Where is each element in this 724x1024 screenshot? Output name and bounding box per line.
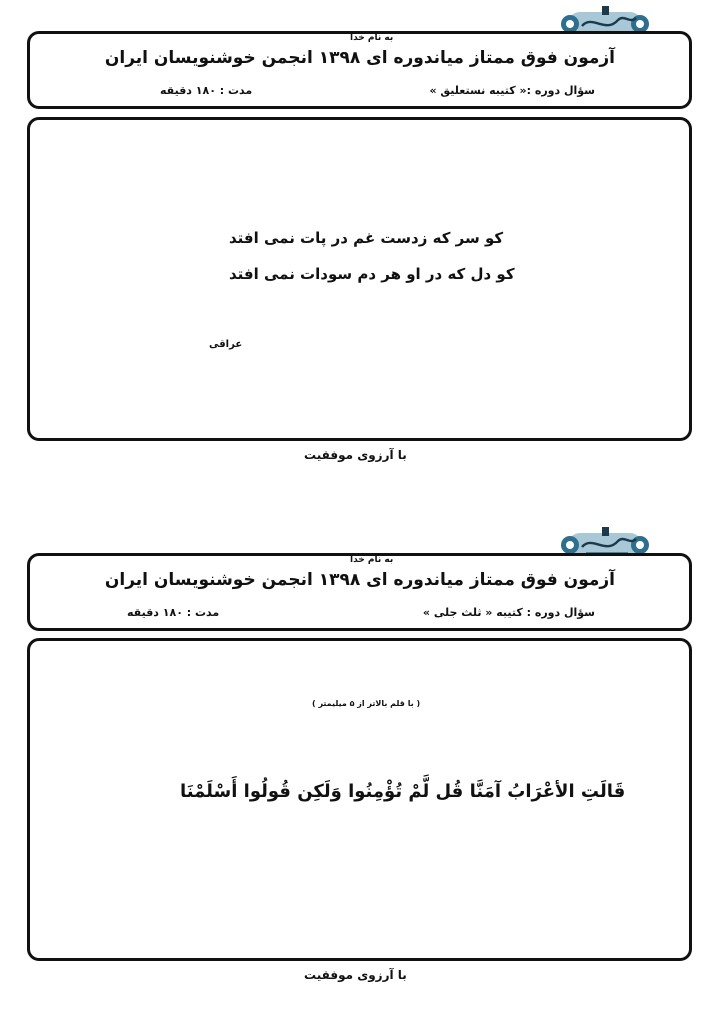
duration-text: مدت : ۱۸۰ دقیقه bbox=[127, 606, 220, 619]
verse-line-1: کو سر که زدست غم در پات نمی افتد bbox=[229, 229, 504, 247]
closing-wish: با آرزوی موفقیت bbox=[304, 448, 407, 462]
exam-title: آزمون فوق ممتاز میاندوره ای ۱۳۹۸ انجمن خوشنویسان ایران bbox=[104, 570, 615, 590]
poet-name: عراقی bbox=[209, 339, 243, 350]
bismillah-text: به نام خدا bbox=[350, 555, 394, 565]
question-label: سؤال دوره : کتیبه « ثلث جلی » bbox=[422, 606, 595, 619]
bismillah-text: به نام خدا bbox=[350, 33, 394, 43]
exam-content-box bbox=[27, 638, 692, 961]
verse-line-2: کو دل که در او هر دم سودات نمی افتد bbox=[229, 265, 515, 283]
exam-header-box bbox=[27, 31, 692, 109]
closing-wish: با آرزوی موفقیت bbox=[304, 968, 407, 982]
exam-content-box bbox=[27, 117, 692, 441]
duration-text: مدت : ۱۸۰ دقیقه bbox=[160, 84, 253, 97]
exam-header-box bbox=[27, 553, 692, 631]
pen-size-note: ( با قلم بالاتر از ۵ میلیمتر ) bbox=[312, 699, 421, 708]
question-label: سؤال دوره :« کتیبه نستعلیق » bbox=[429, 84, 595, 97]
exam-title: آزمون فوق ممتاز میاندوره ای ۱۳۹۸ انجمن خوشنویسان ایران bbox=[104, 48, 615, 68]
quran-verse: قَالَتِ الأعْرَابُ آمَنَّا قُل لَّمْ تُؤْمِنُوا وَلَكِن قُولُوا أَسْلَمْنَا bbox=[180, 781, 626, 802]
